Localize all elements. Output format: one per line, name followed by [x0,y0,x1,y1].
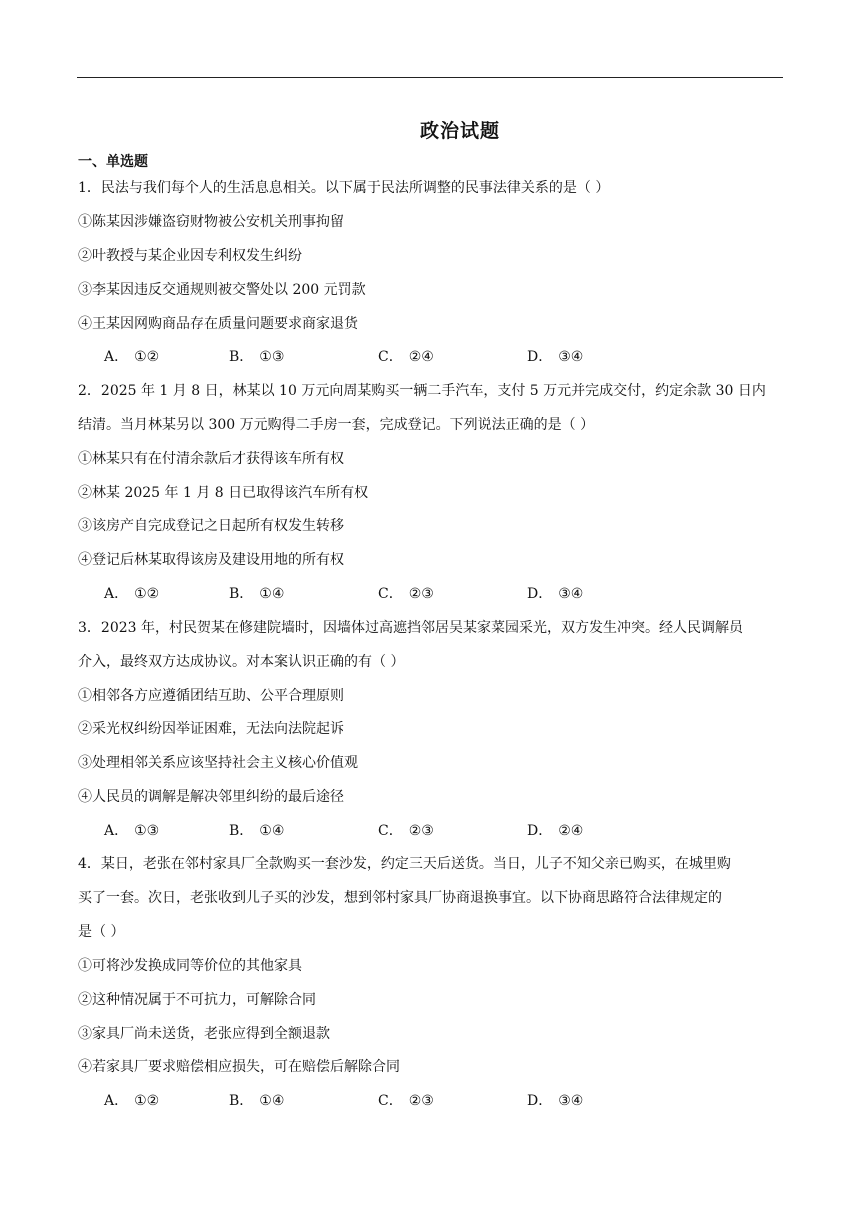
question-1-item-2: ②叶教授与某企业因专利权发生纠纷 [78,248,302,264]
question-1-option-b[interactable]: B． ①③ [229,349,285,365]
question-3-option-b[interactable]: B． ①④ [229,823,285,839]
question-2-item-1: ①林某只有在付清余款后才获得该车所有权 [78,451,344,467]
question-3-item-2: ②采光权纠纷因举证困难，无法向法院起诉 [78,721,344,737]
page-title: 政治试题 [419,120,500,142]
question-1-item-4: ④王某因网购商品存在质量问题要求商家退货 [78,316,358,332]
question-2-option-c[interactable]: C． ②③ [378,586,434,602]
question-2-item-2: ②林某 2025 年 1 月 8 日已取得该汽车所有权 [78,485,369,501]
question-4-option-b[interactable]: B． ①④ [229,1093,285,1109]
question-3-stem-line-1: 3．2023 年，村民贺某在修建院墙时，因墙体过高遮挡邻居吴某家菜园采光，双方发生冲突。经人民调解员 [78,620,743,636]
question-1-option-c[interactable]: C． ②④ [378,349,434,365]
question-3-option-a[interactable]: A． ①③ [104,823,160,839]
question-4-option-d[interactable]: D． ③④ [527,1093,584,1109]
question-3-item-4: ④人民员的调解是解决邻里纠纷的最后途径 [78,789,344,805]
question-1-option-d[interactable]: D． ③④ [527,349,584,365]
question-2-stem-line-1: 2．2025 年 1 月 8 日，林某以 10 万元向周某购买一辆二手汽车，支付 5 万元并完成交付，约定余款 30 日内 [78,383,766,399]
question-2-item-3: ③该房产自完成登记之日起所有权发生转移 [78,518,344,534]
question-1-option-a[interactable]: A． ①② [104,349,160,365]
question-4-item-2: ②这种情况属于不可抗力，可解除合同 [78,992,316,1008]
question-4-item-3: ③家具厂尚未送货，老张应得到全额退款 [78,1026,330,1042]
question-3-item-1: ①相邻各方应遵循团结互助、公平合理原则 [78,688,344,704]
question-2-stem-line-2: 结清。当月林某另以 300 万元购得二手房一套，完成登记。下列说法正确的是（ ） [78,417,595,433]
question-4-item-4: ④若家具厂要求赔偿相应损失，可在赔偿后解除合同 [78,1059,400,1075]
question-4-stem-line-3: 是（ ） [78,924,125,940]
question-4-stem-line-2: 买了一套。次日，老张收到儿子买的沙发，想到邻村家具厂协商退换事宜。以下协商思路符合法律规定的 [78,890,722,906]
question-4-item-1: ①可将沙发换成同等价位的其他家具 [78,958,302,974]
header-rule [77,77,783,78]
question-4-stem-line-1: 4．某日，老张在邻村家具厂全款购买一套沙发，约定三天后送货。当日，儿子不知父亲已购买，在城里购 [78,856,731,872]
question-2-option-b[interactable]: B． ①④ [229,586,285,602]
question-3-stem-line-2: 介入，最终双方达成协议。对本案认识正确的有（ ） [78,654,405,670]
section-heading: 一、单选题 [78,154,148,170]
question-3-option-d[interactable]: D． ②④ [527,823,584,839]
question-2-option-a[interactable]: A． ①② [104,586,160,602]
question-4-option-a[interactable]: A． ①② [104,1093,160,1109]
question-1-stem: 1．民法与我们每个人的生活息息相关。以下属于民法所调整的民事法律关系的是（ ） [78,180,610,196]
question-3-option-c[interactable]: C． ②③ [378,823,434,839]
question-2-item-4: ④登记后林某取得该房及建设用地的所有权 [78,552,344,568]
question-2-option-d[interactable]: D． ③④ [527,586,584,602]
question-1-item-1: ①陈某因涉嫌盗窃财物被公安机关刑事拘留 [78,214,344,230]
question-3-item-3: ③处理相邻关系应该坚持社会主义核心价值观 [78,755,358,771]
question-4-option-c[interactable]: C． ②③ [378,1093,434,1109]
question-1-item-3: ③李某因违反交通规则被交警处以 200 元罚款 [78,282,366,298]
